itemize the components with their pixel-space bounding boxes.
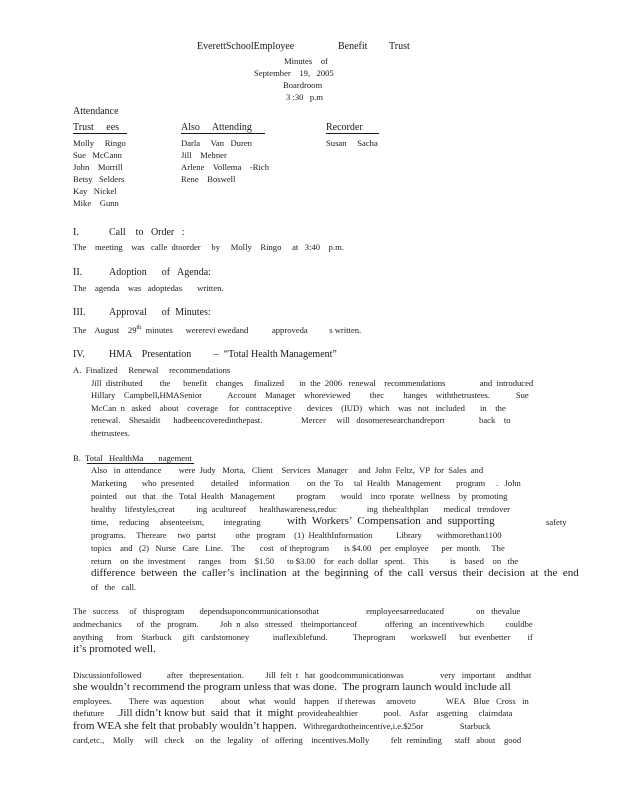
section-title: Call to Order :	[109, 227, 185, 238]
also-attending-underline	[181, 133, 265, 134]
paragraph-line: pointed out that the Total Health Management program would inco rporate wellness by promoting	[91, 491, 508, 501]
trustee-name: Molly Ringo	[73, 138, 126, 148]
subtitle-location: Boardroom	[283, 80, 323, 90]
paragraph-line: Marketing who presented detailed information on the To tal Health Management program . John	[91, 478, 521, 488]
paragraph-line: anything from Starbuck gift cardstomoney inaflexiblefund. Theprogram workswell but evenbetter if	[73, 632, 533, 642]
paragraph-line: renewal. Shesaidit hadbeencoveredinthepast. Mercer will dosomeresearchandreport back to	[91, 415, 511, 425]
subsection-underline	[87, 463, 194, 464]
body-text: safety	[546, 517, 567, 527]
trustees-underline	[73, 133, 127, 134]
paragraph-line: Hillary Campbell,HMASenior Account Manager whoreviewed thec hanges withthetrustees. Sue	[91, 390, 529, 400]
recorder-heading: Recorder	[326, 122, 363, 133]
paragraph-line: return on the investment ranges from $1.50 to $3.00 for each dollar spent. This is based on the	[91, 556, 519, 566]
paragraph-line-large: it’s promoted well.	[73, 643, 156, 655]
attendee-name: Rene Boswell	[181, 174, 236, 184]
body-text-large: with Workers’ Compensation and supporting	[287, 515, 495, 527]
body-text: provideahealthier pool. Asfar asgetting clairndata	[293, 708, 513, 718]
also-attending-heading: Also Attending	[181, 122, 252, 133]
paragraph-line: andmechanics of the program. Joh n also stressed theimportanceof offering an incentivewhich couldbe	[73, 619, 533, 629]
recorder-name: Susan Sacha	[326, 138, 378, 148]
trustee-name: Mike Gunn	[73, 198, 119, 208]
recorder-underline	[326, 133, 379, 134]
trustee-name: John Morrill	[73, 162, 123, 172]
body-text: thefuture .	[73, 708, 120, 718]
attendee-name: Jill Mehner	[181, 150, 227, 160]
paragraph-line: healthy lifestyles,creat ing acultureof healthawareness,reduc ing thehealthplan medical trendover	[91, 504, 511, 514]
section-body	[73, 323, 361, 336]
paragraph-line-large: difference between the caller’s inclination at the beginning of the call versus their decision at the end	[91, 567, 579, 579]
subsection-label: B. Total HealthMa nagement	[73, 453, 192, 463]
section-body: The meeting was calle dtoorder by Molly Ringo at 3:40 p.m.	[73, 242, 344, 252]
title-employee: EverettSchoolEmployee	[197, 41, 295, 52]
section-body: The agenda was adoptedas written.	[73, 283, 224, 293]
trustees-heading: Trust ees	[73, 122, 120, 133]
attendee-name: Darla Van Duren	[181, 138, 252, 148]
attendee-name: Arlene Vollema -Rich	[181, 162, 269, 172]
body-text: The August 29	[73, 324, 137, 335]
section-number: III.	[73, 307, 86, 318]
paragraph-line: Discussionfollowed after thepresentation. Jill felt t hat goodcommunicationwas very important andthat	[73, 670, 532, 680]
paragraph-line	[73, 721, 490, 732]
subtitle-minutes: Minutes of	[284, 56, 328, 66]
paragraph-line: of the call.	[91, 582, 137, 592]
subsection-label: A. Finalized Renewal recommendations	[73, 365, 231, 375]
section-title: HMA Presentation – “Total Health Management”	[109, 349, 337, 360]
section-number: I.	[73, 227, 79, 238]
trustee-name: Betsy Selders	[73, 174, 125, 184]
title-benefit: Benefit	[338, 41, 368, 52]
body-text-large: from WEA she felt that probably wouldn’t happen.	[73, 720, 297, 732]
section-title: Approval of Minutes:	[109, 307, 211, 318]
trustee-name: Sue McCann	[73, 150, 122, 160]
section-number: II.	[73, 267, 83, 278]
trustee-name: Kay Nickel	[73, 186, 117, 196]
section-number: IV.	[73, 349, 85, 360]
paragraph-line: Also in attendance were Judy Morta, Client Services Manager and John Feltz, VP for Sales and	[91, 465, 484, 475]
paragraph-line: programs. Thereare two partst othe program (1) HealthInformation Library withmorethan1100	[91, 530, 502, 540]
paragraph-line	[91, 515, 567, 528]
subtitle-date: September 19, 2005	[254, 68, 334, 78]
paragraph-line: McCan n asked about coverage for contraceptive devices (IUD) which was not included in the	[91, 403, 506, 413]
superscript: th	[136, 325, 142, 331]
body-text: Withregardtotheincentive,i.e.$25or Starbuck	[296, 721, 491, 731]
paragraph-line: card,etc., Molly will check on the legality of offering incentives.Molly felt reminding staff about good	[73, 735, 522, 745]
paragraph-line: employees. There was aquestion about what would happen if therewas amoveto WEA Blue Cross in	[73, 696, 529, 706]
title-trust: Trust	[389, 41, 410, 52]
body-text-large: Jill didn’t know but said that it might	[119, 707, 294, 719]
attendance-heading: Attendance	[73, 106, 119, 117]
subtitle-time: 3 :30 p.m	[286, 92, 324, 102]
body-text: time, reducing absenteeism, integrating	[91, 517, 261, 527]
paragraph-line-large: she wouldn’t recommend the program unless that was done. The program launch would include all	[73, 681, 511, 693]
body-text: minutes wererevi ewedand approveda s written.	[141, 324, 362, 335]
paragraph-line: Jill distributed the benefit changes finalized in the 2006 renewal recommendations and introduced	[91, 378, 534, 388]
paragraph-line	[73, 708, 512, 719]
paragraph-line: thetrustees.	[91, 428, 130, 438]
paragraph-line: The success of thisprogram dependsuponcommunicationsothat employeesareeducated on thevalue	[73, 606, 521, 616]
section-title: Adoption of Agenda:	[109, 267, 211, 278]
paragraph-line: topics and (2) Nurse Care Line. The cost of theprogram is $4.00 per employee per month. The	[91, 543, 505, 553]
